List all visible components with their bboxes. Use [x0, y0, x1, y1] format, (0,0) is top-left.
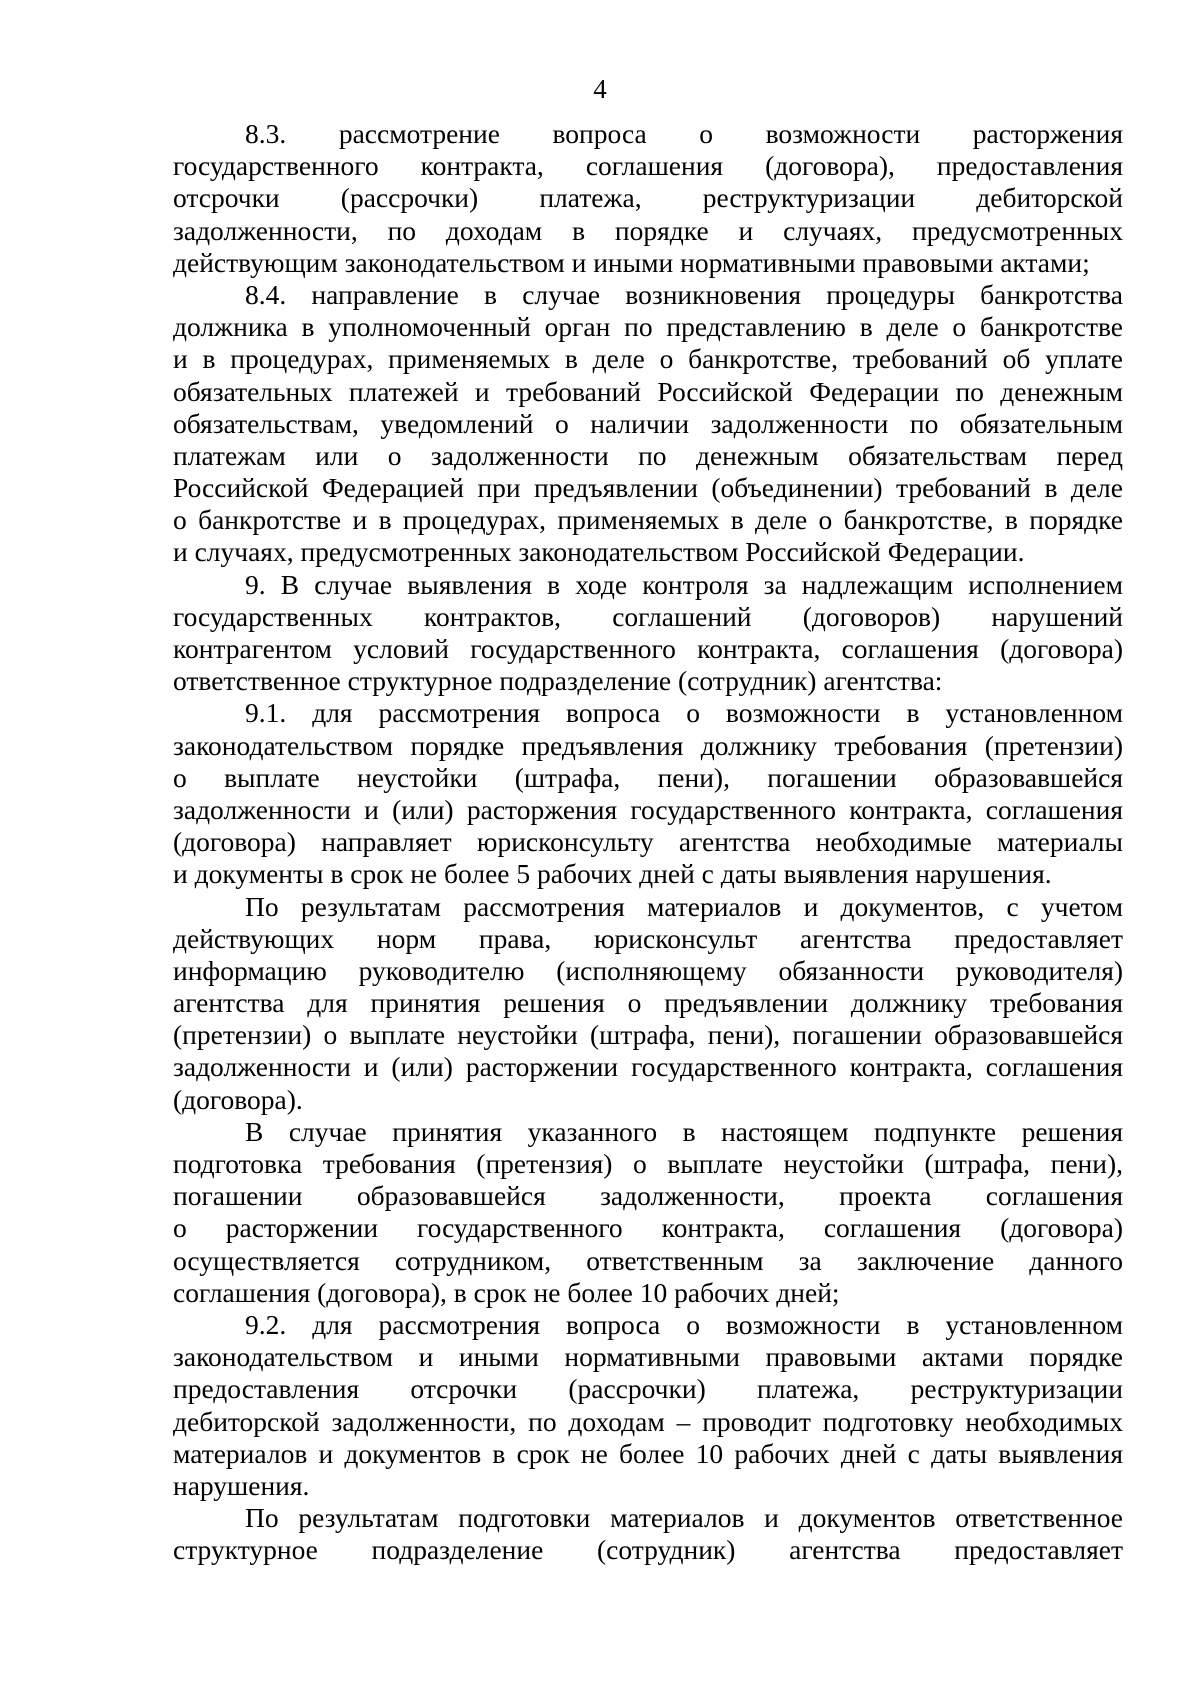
text-line: агентства для принятия решения о предъявлении должнику требования [173, 987, 1123, 1019]
text-line: о расторжении государственного контракта, соглашения (договора) [173, 1212, 1123, 1244]
text-line: (договора) направляет юрисконсульту агентства необходимые материалы [173, 826, 1123, 858]
text-line: В случае принятия указанного в настоящем подпункте решения [245, 1115, 1123, 1147]
paragraph-p-9-2 [173, 1309, 1123, 1502]
text-line: государственных контрактов, соглашений (договоров) нарушений [173, 600, 1123, 632]
text-line: должника в уполномоченный орган по представлению в деле о банкротстве [173, 311, 1123, 343]
document-body [173, 118, 1123, 1566]
text-line: законодательством порядке предъявления должнику требования (претензии) [173, 729, 1123, 761]
text-line: платежам или о задолженности по денежным обязательствам перед [173, 439, 1123, 471]
text-line: По результатам рассмотрения материалов и документов, с учетом [245, 890, 1123, 922]
text-line: законодательством и иными нормативными правовыми актами порядке [173, 1341, 1123, 1373]
text-line: 9.2. для рассмотрения вопроса о возможности в установленном [245, 1308, 1123, 1340]
text-line: обязательных платежей и требований Российской Федерации по денежным [173, 375, 1123, 407]
paragraph-p-8-4 [173, 279, 1123, 569]
paragraph-p-8-3 [173, 118, 1123, 279]
paragraph-p-9 [173, 569, 1123, 698]
text-line: (договора). [173, 1083, 303, 1115]
text-line: 8.3. рассмотрение вопроса о возможности расторжения [245, 118, 1123, 149]
text-line: дебиторской задолженности, по доходам – проводит подготовку необходимых [173, 1405, 1123, 1437]
paragraph-p-9-1-b [173, 891, 1123, 1116]
text-line: о выплате неустойки (штрафа, пени), погашении образовавшейся [173, 761, 1123, 793]
text-line: действующим законодательством и иными нормативными правовыми актами; [173, 246, 1090, 278]
text-line: По результатам подготовки материалов и документов ответственное [245, 1502, 1123, 1534]
text-line: информацию руководителю (исполняющему обязанности руководителя) [173, 954, 1123, 986]
text-line: и документы в срок не более 5 рабочих дней с даты выявления нарушения. [173, 858, 1052, 890]
text-line: предоставления отсрочки (рассрочки) платежа, реструктуризации [173, 1373, 1123, 1405]
text-line: задолженности и (или) расторжении государственного контракта, соглашения [173, 1051, 1123, 1083]
text-line: структурное подразделение (сотрудник) агентства предоставляет [173, 1534, 1123, 1566]
text-line: о банкротстве и в процедурах, применяемых в деле о банкротстве, в порядке [173, 504, 1123, 536]
paragraph-p-9-2-b [173, 1502, 1123, 1566]
text-line: нарушения. [173, 1469, 310, 1501]
text-line: 9. В случае выявления в ходе контроля за надлежащим исполнением [245, 568, 1123, 600]
page-number: 4 [593, 74, 607, 104]
text-line: 9.1. для рассмотрения вопроса о возможности в установленном [245, 697, 1123, 729]
text-line: государственного контракта, соглашения (договора), предоставления [173, 150, 1123, 182]
text-line: ответственное структурное подразделение (сотрудник) агентства: [173, 665, 943, 697]
text-line: контрагентом условий государственного контракта, соглашения (договора) [173, 633, 1123, 664]
text-line: осуществляется сотрудником, ответственным за заключение данного [173, 1244, 1123, 1276]
text-line: и случаях, предусмотренных законодательством Российской Федерации. [173, 536, 1025, 568]
text-line: задолженности, по доходам в порядке и случаях, предусмотренных [173, 214, 1123, 246]
text-line: задолженности и (или) расторжения государственного контракта, соглашения [173, 793, 1123, 825]
text-line: и в процедурах, применяемых в деле о банкротстве, требований об уплате [173, 343, 1123, 375]
text-line: соглашения (договора), в срок не более 10 рабочих дней; [173, 1276, 840, 1308]
paragraph-p-9-1 [173, 697, 1123, 890]
text-line: (претензии) о выплате неустойки (штрафа, пени), погашении образовавшейся [173, 1019, 1123, 1051]
text-line: отсрочки (рассрочки) платежа, реструктуризации дебиторской [173, 182, 1123, 214]
text-line: Российской Федерацией при предъявлении (объединении) требований в деле [173, 472, 1123, 504]
text-line: действующих норм права, юрисконсульт агентства предоставляет [173, 922, 1123, 954]
text-line: погашении образовавшейся задолженности, проекта соглашения [173, 1180, 1123, 1212]
text-line: 8.4. направление в случае возникновения процедуры банкротства [245, 278, 1123, 310]
paragraph-p-9-1-c [173, 1116, 1123, 1309]
text-line: подготовка требования (претензия) о выплате неустойки (штрафа, пени), [173, 1148, 1123, 1179]
text-line: материалов и документов в срок не более 10 рабочих дней с даты выявления [173, 1437, 1123, 1469]
text-line: обязательствам, уведомлений о наличии задолженности по обязательным [173, 407, 1123, 439]
